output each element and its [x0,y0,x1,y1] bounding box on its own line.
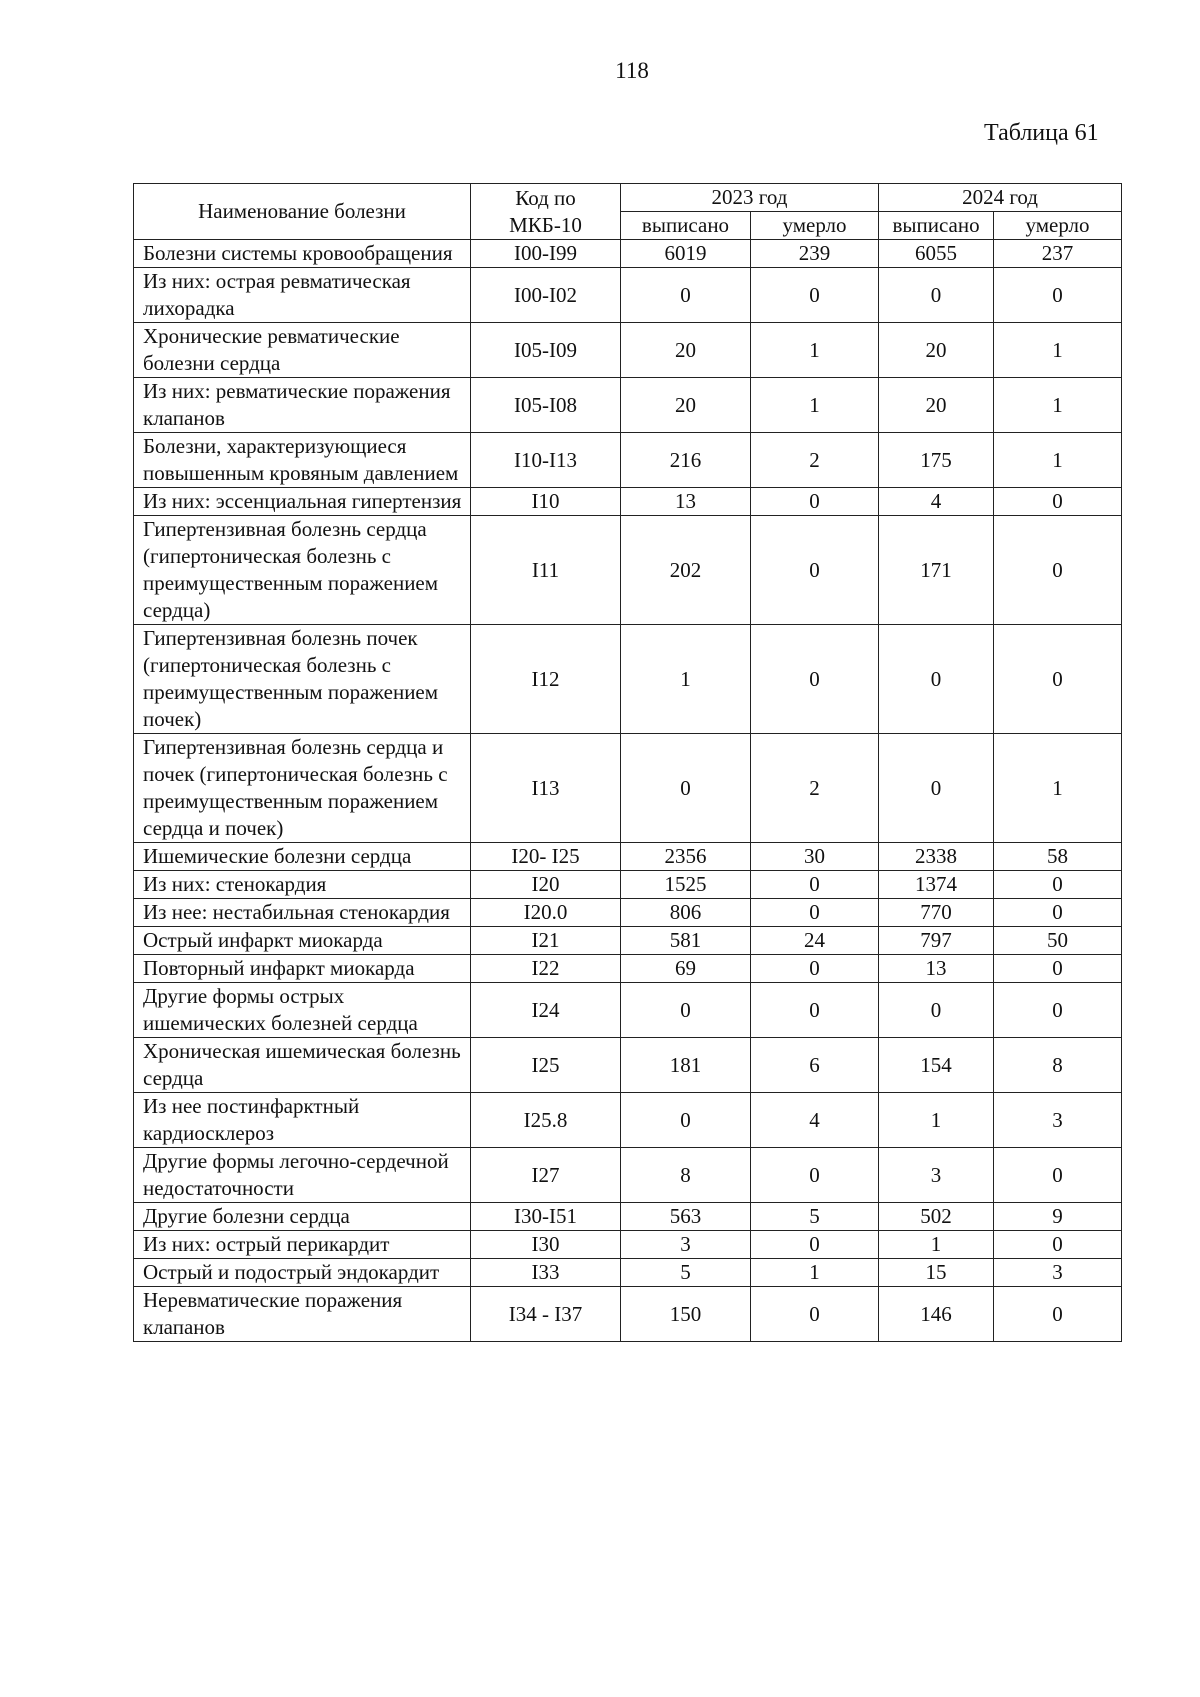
cell-code: I30-I51 [471,1203,621,1231]
cell-died-2023: 0 [751,871,879,899]
header-died-2023: умерло [751,212,879,240]
table-row [134,955,1122,983]
cell-discharged-2023: 1525 [621,871,751,899]
cell-name: Неревматические поражения клапанов [134,1287,471,1342]
cell-name: Из них: стенокардия [134,871,471,899]
table-row [134,240,1122,268]
cell-discharged-2023: 581 [621,927,751,955]
cell-died-2023: 6 [751,1038,879,1093]
cell-code: I25.8 [471,1093,621,1148]
cell-died-2023: 0 [751,1231,879,1259]
cell-died-2024: 1 [994,433,1122,488]
table-row [134,1287,1122,1342]
cell-died-2023: 0 [751,625,879,734]
table-row [134,1259,1122,1287]
cell-discharged-2023: 216 [621,433,751,488]
cell-discharged-2023: 13 [621,488,751,516]
cell-died-2023: 0 [751,488,879,516]
cell-discharged-2024: 0 [879,983,994,1038]
cell-died-2024: 0 [994,1287,1122,1342]
cell-died-2023: 1 [751,1259,879,1287]
cell-died-2023: 1 [751,323,879,378]
cell-died-2023: 5 [751,1203,879,1231]
cell-discharged-2024: 171 [879,516,994,625]
cell-discharged-2023: 0 [621,1093,751,1148]
cell-code: I25 [471,1038,621,1093]
cell-discharged-2023: 0 [621,268,751,323]
cell-name: Острый и подострый эндокардит [134,1259,471,1287]
cell-code: I10 [471,488,621,516]
cell-died-2023: 0 [751,1287,879,1342]
table-row [134,1038,1122,1093]
table-row [134,1093,1122,1148]
cell-died-2023: 239 [751,240,879,268]
cell-died-2024: 0 [994,1148,1122,1203]
cell-discharged-2024: 797 [879,927,994,955]
cell-died-2024: 0 [994,1231,1122,1259]
cell-discharged-2023: 6019 [621,240,751,268]
cell-discharged-2024: 1374 [879,871,994,899]
cell-died-2023: 0 [751,1148,879,1203]
cell-name: Из нее: нестабильная стенокардия [134,899,471,927]
cell-discharged-2024: 6055 [879,240,994,268]
cell-name: Из них: острый перикардит [134,1231,471,1259]
cell-name: Другие формы острых ишемических болезней сердца [134,983,471,1038]
cell-discharged-2024: 146 [879,1287,994,1342]
cell-code: I33 [471,1259,621,1287]
cell-name: Острый инфаркт миокарда [134,927,471,955]
cell-name: Хроническая ишемическая болезнь сердца [134,1038,471,1093]
cell-code: I10-I13 [471,433,621,488]
cell-name: Ишемические болезни сердца [134,843,471,871]
cell-discharged-2024: 154 [879,1038,994,1093]
table-row [134,433,1122,488]
cell-code: I12 [471,625,621,734]
cell-died-2024: 0 [994,516,1122,625]
header-year-2023: 2023 год [621,184,879,212]
table-row [134,927,1122,955]
cell-discharged-2023: 20 [621,323,751,378]
cell-died-2024: 0 [994,871,1122,899]
cell-discharged-2024: 502 [879,1203,994,1231]
cell-discharged-2023: 202 [621,516,751,625]
cell-discharged-2024: 20 [879,378,994,433]
cell-name: Из них: острая ревматическая лихорадка [134,268,471,323]
header-discharged-2024: выписано [879,212,994,240]
cell-discharged-2024: 1 [879,1231,994,1259]
cell-died-2023: 30 [751,843,879,871]
cell-name: Хронические ревматические болезни сердца [134,323,471,378]
cell-died-2023: 2 [751,734,879,843]
cell-code: I30 [471,1231,621,1259]
table-row [134,323,1122,378]
cell-died-2023: 0 [751,983,879,1038]
cell-discharged-2023: 1 [621,625,751,734]
table-row [134,899,1122,927]
cell-code: I24 [471,983,621,1038]
cell-name: Из них: ревматические поражения клапанов [134,378,471,433]
table-row [134,378,1122,433]
table-row [134,516,1122,625]
header-year-2024: 2024 год [879,184,1122,212]
cell-discharged-2024: 20 [879,323,994,378]
cell-died-2024: 0 [994,625,1122,734]
table-row [134,488,1122,516]
table-row [134,1231,1122,1259]
cell-died-2024: 0 [994,268,1122,323]
cell-discharged-2024: 2338 [879,843,994,871]
cell-discharged-2024: 0 [879,268,994,323]
cell-died-2023: 2 [751,433,879,488]
cell-discharged-2023: 5 [621,1259,751,1287]
header-name: Наименование болезни [134,184,471,240]
table-row [134,1203,1122,1231]
cell-discharged-2023: 20 [621,378,751,433]
cell-discharged-2023: 150 [621,1287,751,1342]
cell-discharged-2023: 3 [621,1231,751,1259]
cell-name: Болезни системы кровообращения [134,240,471,268]
cell-died-2024: 0 [994,488,1122,516]
cell-code: I34 - I37 [471,1287,621,1342]
cell-name: Повторный инфаркт миокарда [134,955,471,983]
cell-discharged-2023: 2356 [621,843,751,871]
cell-died-2024: 237 [994,240,1122,268]
cell-died-2023: 0 [751,899,879,927]
cell-code: I20.0 [471,899,621,927]
cell-name: Болезни, характеризующиеся повышенным кровяным давлением [134,433,471,488]
cell-discharged-2024: 175 [879,433,994,488]
header-died-2024: умерло [994,212,1122,240]
table-header [134,184,1122,240]
table-row [134,1148,1122,1203]
cell-died-2024: 3 [994,1259,1122,1287]
cell-died-2024: 0 [994,955,1122,983]
cell-code: I27 [471,1148,621,1203]
table-row [134,843,1122,871]
cell-died-2024: 1 [994,734,1122,843]
cell-code: I20 [471,871,621,899]
cell-name: Гипертензивная болезнь почек (гипертоническая болезнь с преимущественным поражением почек) [134,625,471,734]
cell-discharged-2024: 770 [879,899,994,927]
cell-died-2023: 24 [751,927,879,955]
table-caption: Таблица 61 [984,120,1099,146]
cell-code: I00-I02 [471,268,621,323]
cell-died-2024: 0 [994,983,1122,1038]
cell-died-2024: 0 [994,899,1122,927]
cell-code: I11 [471,516,621,625]
cell-discharged-2024: 0 [879,625,994,734]
cell-discharged-2023: 0 [621,734,751,843]
table-row [134,268,1122,323]
cell-code: I13 [471,734,621,843]
cell-died-2023: 0 [751,516,879,625]
cell-discharged-2024: 3 [879,1148,994,1203]
cell-name: Из нее постинфарктный кардиосклероз [134,1093,471,1148]
cell-died-2024: 1 [994,378,1122,433]
disease-table [133,183,1122,1342]
cell-died-2023: 4 [751,1093,879,1148]
cell-discharged-2024: 15 [879,1259,994,1287]
cell-discharged-2023: 8 [621,1148,751,1203]
cell-died-2024: 58 [994,843,1122,871]
cell-died-2024: 50 [994,927,1122,955]
cell-died-2024: 8 [994,1038,1122,1093]
header-code: Код по МКБ-10 [471,184,621,240]
cell-code: I20- I25 [471,843,621,871]
table-row [134,734,1122,843]
cell-died-2023: 0 [751,268,879,323]
page-number: 118 [615,58,649,83]
cell-code: I00-I99 [471,240,621,268]
cell-died-2024: 3 [994,1093,1122,1148]
cell-discharged-2024: 0 [879,734,994,843]
table-row [134,871,1122,899]
cell-discharged-2023: 563 [621,1203,751,1231]
cell-died-2023: 0 [751,955,879,983]
cell-discharged-2023: 181 [621,1038,751,1093]
cell-code: I05-I08 [471,378,621,433]
cell-code: I05-I09 [471,323,621,378]
cell-code: I22 [471,955,621,983]
table-body [134,240,1122,1342]
cell-discharged-2024: 4 [879,488,994,516]
table-row [134,625,1122,734]
cell-died-2023: 1 [751,378,879,433]
cell-name: Гипертензивная болезнь сердца и почек (гипертоническая болезнь с преимущественным поражением сердца и почек) [134,734,471,843]
cell-died-2024: 1 [994,323,1122,378]
cell-name: Из них: эссенциальная гипертензия [134,488,471,516]
cell-died-2024: 9 [994,1203,1122,1231]
cell-code: I21 [471,927,621,955]
cell-discharged-2023: 69 [621,955,751,983]
cell-discharged-2024: 13 [879,955,994,983]
cell-discharged-2024: 1 [879,1093,994,1148]
cell-discharged-2023: 806 [621,899,751,927]
table-row [134,983,1122,1038]
cell-discharged-2023: 0 [621,983,751,1038]
cell-name: Другие болезни сердца [134,1203,471,1231]
cell-name: Другие формы легочно-сердечной недостаточности [134,1148,471,1203]
header-discharged-2023: выписано [621,212,751,240]
cell-name: Гипертензивная болезнь сердца (гипертоническая болезнь с преимущественным поражением сердца) [134,516,471,625]
